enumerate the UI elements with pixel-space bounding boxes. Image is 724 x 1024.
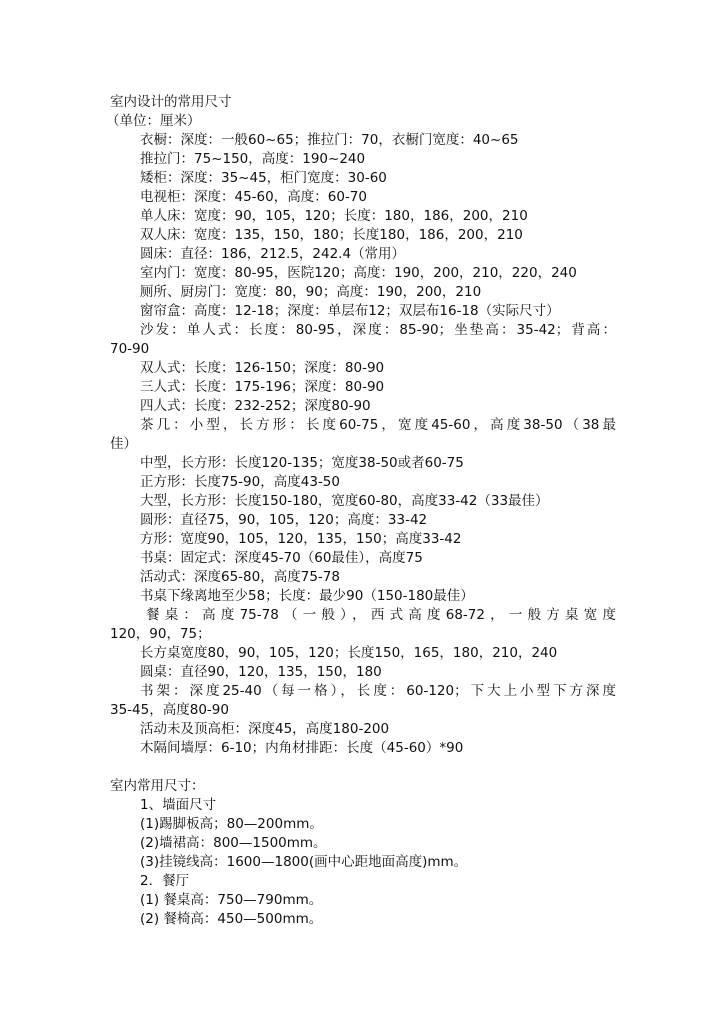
text-line: 圆床：直径：186，212.5，242.4（常用）: [140, 246, 406, 262]
document-body: [106, 93, 616, 929]
text-line: 茶几：小型，长方形：长度60-75，宽度45-60，高度38-50（38最: [140, 417, 616, 433]
text-line: 书桌下缘离地至少58；长度：最少90（150-180最佳）: [140, 588, 474, 604]
text-line: 正方形：长度75-90，高度43-50: [140, 474, 340, 490]
text-line: 长方桌宽度80，90，105，120；长度150，165，180，210，240: [140, 645, 558, 661]
text-line: 圆形：直径75，90，105，120；高度：33-42: [140, 512, 428, 528]
doc-title: 室内设计的常用尺寸: [110, 94, 232, 110]
text-line: 窗帘盒：高度：12-18；深度：单层布12；双层布16-18（实际尺寸）: [140, 303, 560, 319]
text-line: 三人式：长度：175-196；深度：80-90: [140, 379, 385, 395]
text-line: 书架：深度25-40（每一格），长度：60-120；下大上小型下方深度: [140, 683, 616, 699]
text-line: (2)墙裙高：800—1500mm。: [140, 835, 327, 851]
text-line: 矮柜：深度：35~45，柜门宽度：30-60: [140, 170, 387, 186]
text-line: 单人床：宽度：90，105，120；长度：180，186，200，210: [140, 208, 528, 224]
text-line: (1) 餐桌高：750—790mm。: [140, 892, 323, 908]
text-line: 1、墙面尺寸: [140, 797, 217, 813]
text-line-continuation: 35-45，高度80-90: [110, 702, 229, 718]
text-line: 2．餐厅: [140, 873, 190, 889]
doc-unit: （单位：厘米）: [106, 113, 201, 129]
text-line: 书桌：固定式：深度45-70（60最佳），高度75: [140, 550, 423, 566]
text-line: (1)踢脚板高；80—200mm。: [140, 816, 323, 832]
text-line: (2) 餐椅高：450—500mm。: [140, 911, 323, 927]
text-line: 圆桌：直径90，120，135，150，180: [140, 664, 382, 680]
text-line: 四人式：长度：232-252；深度80-90: [140, 398, 371, 414]
text-line: 双人床：宽度：135，150，180；长度180，186，200，210: [140, 227, 523, 243]
text-line: 衣橱：深度：一般60~65；推拉门：70，衣橱门宽度：40~65: [140, 132, 519, 148]
text-line-continuation: 120，90，75；: [110, 626, 211, 642]
text-line: 推拉门：75~150，高度：190~240: [140, 151, 366, 167]
text-line: 大型，长方形：长度150-180，宽度60-80，高度33-42（33最佳）: [140, 493, 549, 509]
text-line: 活动未及顶高柜：深度45，高度180-200: [140, 721, 390, 737]
text-line: 中型，长方形：长度120-135；宽度38-50或者60-75: [140, 455, 464, 471]
text-line: 沙发：单人式：长度：80-95，深度：85-90；坐垫高：35-42；背高：: [140, 322, 616, 338]
text-line: 方形：宽度90，105，120，135，150；高度33-42: [140, 531, 462, 547]
text-line: 餐桌：高度75-78（一般），西式高度68-72，一般方桌宽度: [146, 607, 616, 623]
text-line-continuation: 佳）: [110, 436, 137, 452]
text-line: 活动式：深度65-80，高度75-78: [140, 569, 340, 585]
text-line: 电视柜：深度：45-60，高度：60-70: [140, 189, 367, 205]
text-line-continuation: 70-90: [110, 341, 150, 357]
text-line: 厕所、厨房门：宽度：80，90；高度：190，200，210: [140, 284, 482, 300]
text-line: 双人式：长度：126-150；深度：80-90: [140, 360, 385, 376]
text-line: 室内门：宽度：80-95，医院120；高度：190，200，210，220，240: [140, 265, 577, 281]
blank-line: [110, 758, 616, 777]
text-line: 木隔间墙厚：6-10；内角材排距：长度（45-60）*90: [140, 740, 464, 756]
section-title: 室内常用尺寸：: [110, 778, 205, 794]
text-line: (3)挂镜线高：1600—1800(画中心距地面高度)mm。: [140, 854, 468, 870]
